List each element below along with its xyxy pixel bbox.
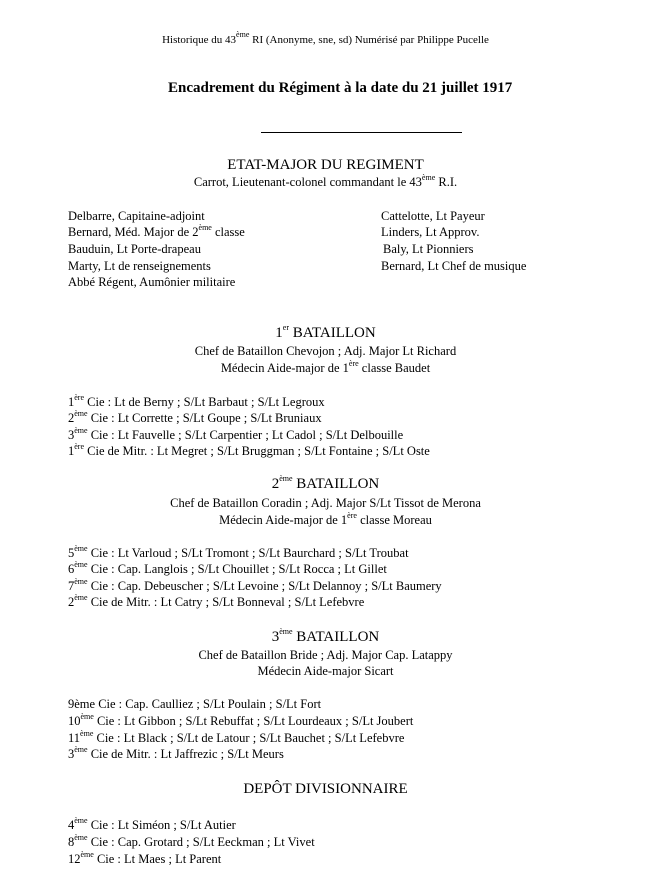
document-title: Encadrement du Régiment à la date du 21 juillet 1917 [168,80,513,96]
company-line: 5ème Cie : Lt Varloud ; S/Lt Tromont ; S/Lt Baurchard ; S/Lt Troubat [68,543,409,560]
company-line: 6ème Cie : Cap. Langlois ; S/Lt Chouillet ; S/Lt Rocca ; Lt Gillet [68,559,387,576]
etat-major-right-line: Cattelotte, Lt Payeur [381,209,485,223]
etat-major-left-line: Bernard, Méd. Major de 2ème classe [68,222,245,239]
document-header: Historique du 43ème RI (Anonyme, sne, sd) Numérisé par Philippe Pucelle [162,30,489,46]
bataillon-1-chef: Chef de Bataillon Chevojon ; Adj. Major Lt Richard [194,344,457,358]
company-line: 4ème Cie : Lt Siméon ; S/Lt Autier [68,815,236,832]
bataillon-2-heading: 2ème BATAILLON [271,474,380,492]
etat-major-commander: Carrot, Lieutenant-colonel commandant le 43ème R.I. [193,172,458,189]
etat-major-right-line: Bernard, Lt Chef de musique [381,259,527,273]
bataillon-3-heading: 3ème BATAILLON [271,627,380,645]
title-divider [261,132,462,133]
etat-major-heading: ETAT-MAJOR DU REGIMENT [227,157,424,173]
company-line: 3ème Cie de Mitr. : Lt Jaffrezic ; S/Lt Meurs [68,744,284,761]
company-line: 12ème Cie : Lt Maes ; Lt Parent [68,849,222,866]
etat-major-right-line: Baly, Lt Pionniers [383,242,474,256]
etat-major-right-line: Linders, Lt Approv. [381,225,480,239]
bataillon-1-medecin: Médecin Aide-major de 1ère classe Baudet [220,358,431,375]
company-line: 1ère Cie de Mitr. : Lt Megret ; S/Lt Bruggman ; S/Lt Fontaine ; S/Lt Oste [68,441,430,458]
etat-major-left-line: Delbarre, Capitaine-adjoint [68,209,205,223]
etat-major-left-line: Bauduin, Lt Porte-drapeau [68,242,201,256]
company-line: 7ème Cie : Cap. Debeuscher ; S/Lt Levoine ; S/Lt Delannoy ; S/Lt Baumery [68,576,442,593]
company-line: 2ème Cie de Mitr. : Lt Catry ; S/Lt Bonneval ; S/Lt Lefebvre [68,592,365,609]
depot-heading: DEPÔT DIVISIONNAIRE [243,781,408,797]
company-line: 3ème Cie : Lt Fauvelle ; S/Lt Carpentier ; Lt Cadol ; S/Lt Delbouille [68,425,404,442]
company-line: 2ème Cie : Lt Corrette ; S/Lt Goupe ; S/Lt Bruniaux [68,408,322,425]
bataillon-3-medecin: Médecin Aide-major Sicart [257,664,394,678]
company-line: 9ème Cie : Cap. Caulliez ; S/Lt Poulain ; S/Lt Fort [68,697,322,711]
etat-major-left-line: Abbé Régent, Aumônier militaire [68,275,236,289]
company-line: 10ème Cie : Lt Gibbon ; S/Lt Rebuffat ; S/Lt Lourdeaux ; S/Lt Joubert [68,711,414,728]
bataillon-3-chef: Chef de Bataillon Bride ; Adj. Major Cap. Latappy [198,648,453,662]
bataillon-1-heading: 1er BATAILLON [275,323,376,341]
etat-major-left-line: Marty, Lt de renseignements [68,259,211,273]
company-line: 1ère Cie : Lt de Berny ; S/Lt Barbaut ; S/Lt Legroux [68,392,325,409]
company-line: 8ème Cie : Cap. Grotard ; S/Lt Eeckman ; Lt Vivet [68,832,315,849]
bataillon-2-medecin: Médecin Aide-major de 1ère classe Moreau [219,510,432,527]
company-line: 11ème Cie : Lt Black ; S/Lt de Latour ; S/Lt Bauchet ; S/Lt Lefebvre [68,728,405,745]
bataillon-2-chef: Chef de Bataillon Coradin ; Adj. Major S/Lt Tissot de Merona [170,496,481,510]
